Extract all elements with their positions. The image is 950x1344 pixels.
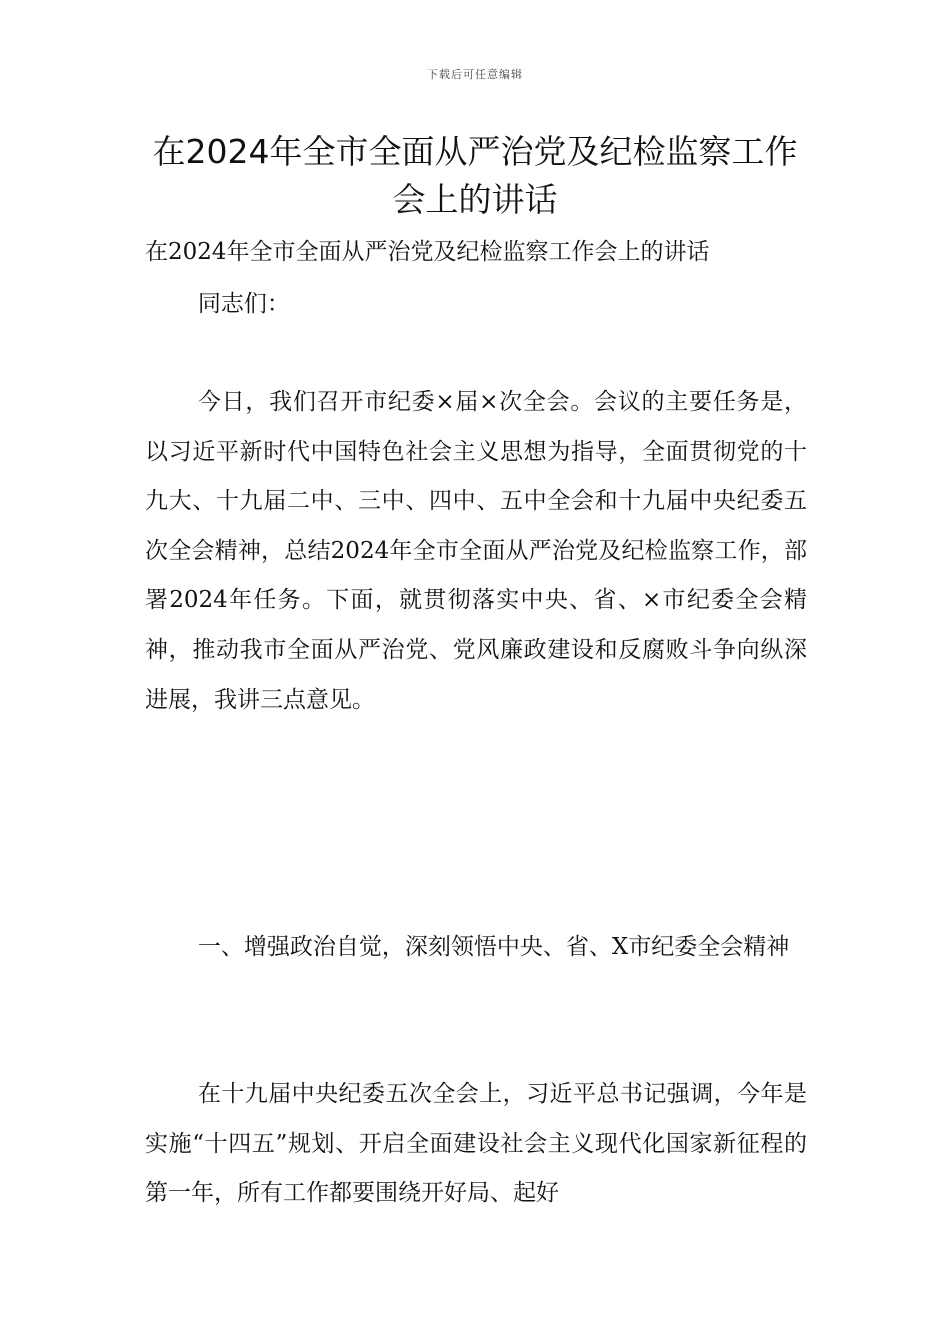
header-note: 下载后可任意编辑 [427,68,523,81]
document-title: 在2024年全市全面从严治党及纪检监察工作会上的讲话 [152,132,798,219]
section-heading-1: 一、增强政治自觉，深刻领悟中央、省、X市纪委全会精神 [197,934,790,960]
document-subtitle: 在2024年全市全面从严治党及纪检监察工作会上的讲话 [145,239,710,265]
paragraph-intro: 今日，我们召开市纪委×届×次全会。会议的主要任务是，以习近平新时代中国特色社会主义思想为指导，全面贯彻党的十九大、十九届二中、三中、四中、五中全会和十九届中央纪委五次全会精神，总结2024年全市全面从严治党及纪检监察工作，部署2024年任务。下面，就贯彻落实中央、省、×市纪委全会精神，推动我市全面从严治党、党风廉政建设和反腐败斗争向纵深进展，我讲三点意见。 [145,389,807,713]
greeting: 同志们： [197,291,290,317]
paragraph-section-1: 在十九届中央纪委五次全会上，习近平总书记强调，今年是实施“十四五”规划、开启全面建设社会主义现代化国家新征程的第一年，所有工作都要围绕开好局、起好 [145,1081,807,1207]
